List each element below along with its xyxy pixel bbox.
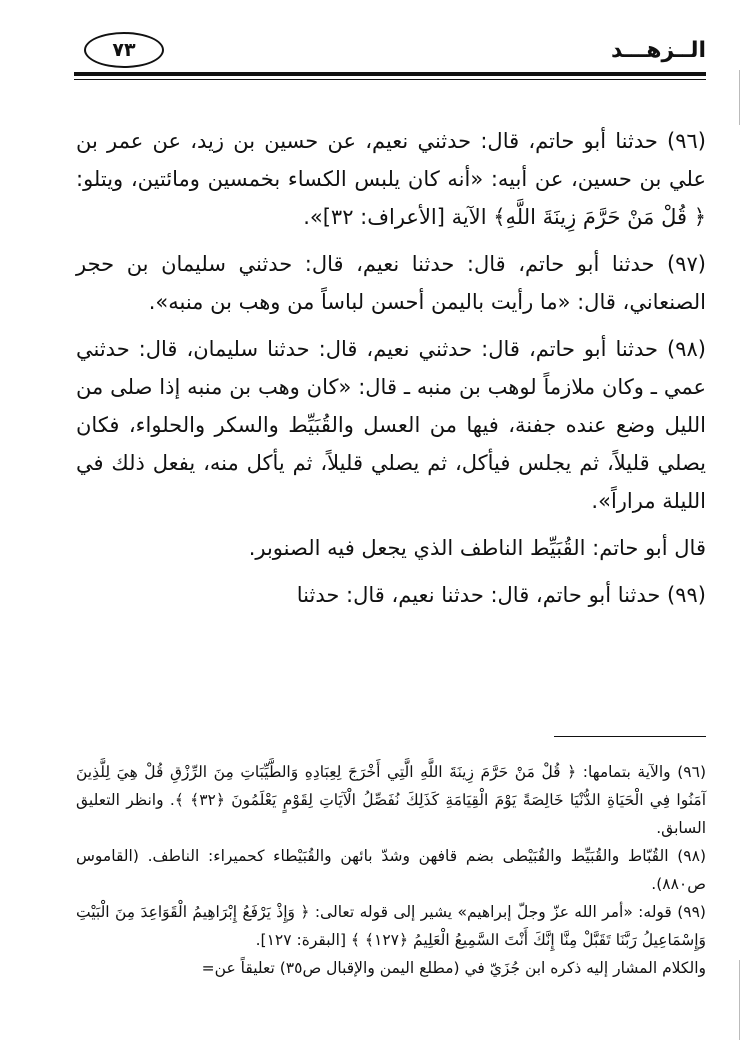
page-number: ٧٣ bbox=[84, 32, 164, 68]
main-text bbox=[76, 122, 706, 623]
footnotes bbox=[76, 758, 706, 982]
header-rule-thick bbox=[74, 72, 706, 76]
hadith-97: (٩٧) حدثنا أبو حاتم، قال: حدثنا نعيم، قال: حدثني سليمان بن حجر الصنعاني، قال: «ما رأيت باليمن أحسن لباساً من وهب بن منبه». bbox=[76, 252, 706, 314]
running-title: الــزهـــد bbox=[610, 38, 706, 63]
hadith-96-text-b: الآية [الأعراف: ٣٢]». bbox=[303, 205, 494, 229]
footnote-96-lead: (٩٦) والآية بتمامها: bbox=[576, 763, 706, 781]
scan-edge-line bbox=[739, 960, 740, 1040]
footnote-99-quran: ﴿ وَإِذْ يَرْفَعُ إِبْرَاهِيمُ الْقَوَاعِدَ مِنَ الْبَيْتِ وَإِسْمَاعِيلُ رَبَّنَا تَقَبَّلْ مِنَّا إِنَّكَ أَنْتَ السَّمِيعُ الْعَلِيمُ ﴿١٢٧﴾ ﴾ bbox=[76, 903, 706, 949]
footnote-99-tail: [البقرة: ١٢٧]. bbox=[255, 931, 351, 949]
footnote-99 bbox=[76, 898, 706, 954]
abu-hatim-note: قال أبو حاتم: القُبَيِّط الناطف الذي يجعل فيه الصنوبر. bbox=[248, 536, 706, 560]
scan-edge-line bbox=[739, 70, 740, 125]
footnote-separator bbox=[554, 736, 706, 737]
footnote-99-lead: (٩٩) قوله: «أمر الله عزّ وجلّ إبراهيم» يشير إلى قوله تعالى: bbox=[309, 903, 706, 921]
hadith-96-quran: ﴿ قُلْ مَنْ حَرَّمَ زِينَةَ اللَّهِ﴾ bbox=[493, 205, 706, 229]
footnote-96-tail: . وانظر التعليق السابق. bbox=[76, 791, 706, 837]
footnote-96-quran: ﴿ قُلْ مَنْ حَرَّمَ زِينَةَ اللَّهِ الَّتِي أَخْرَجَ لِعِبَادِهِ وَالطَّيِّبَاتِ مِنَ الرِّزْقِ قُلْ هِيَ لِلَّذِينَ آمَنُوا فِي الْحَيَاةِ الدُّنْيَا خَالِصَةً يَوْمَ الْقِيَامَةِ كَذَلِكَ نُفَصِّلُ الْآيَاتِ لِقَوْمٍ يَعْلَمُونَ ﴿٣٢﴾ ﴾ bbox=[76, 763, 706, 809]
hadith-96 bbox=[76, 122, 706, 236]
hadith-99: (٩٩) حدثنا أبو حاتم، قال: حدثنا نعيم، قال: حدثنا bbox=[296, 583, 706, 607]
footnote-96 bbox=[76, 758, 706, 842]
footnote-98: (٩٨) القُبّاط والقُبَيِّط والقُبَيْطى بضم قافهن وشدّ بائهن والقُبَيْطاء كحميراء: الناطف. (القاموس ص٨٨٠). bbox=[76, 847, 706, 893]
header-rule-thin bbox=[74, 79, 706, 80]
footnote-continuation: والكلام المشار إليه ذكره ابن جُزَيّ في (مطلع اليمن والإقبال ص٣٥) تعليقاً عن= bbox=[201, 959, 706, 977]
hadith-98: (٩٨) حدثنا أبو حاتم، قال: حدثني نعيم، قال: حدثنا سليمان، قال: حدثني عمي ـ وكان ملازماً لوهب بن منبه ـ قال: «كان وهب بن منبه إذا صلى من الليل وضع عنده جفنة، فيها من العسل والقُبَيِّط والسكر والحلواء، فكان يصلي قليلاً، ثم يجلس فيأكل، ثم يصلي قليلاً، ثم يأكل منه، يفعل ذلك في الليلة مراراً». bbox=[76, 337, 706, 513]
hadith-96-text-a: (٩٦) حدثنا أبو حاتم، قال: حدثني نعيم، عن حسين بن زيد، عن عمر بن علي بن حسين، عن أبيه: «أنه كان يلبس الكساء بخمسين ومائتين، ويتلو: bbox=[76, 129, 706, 191]
